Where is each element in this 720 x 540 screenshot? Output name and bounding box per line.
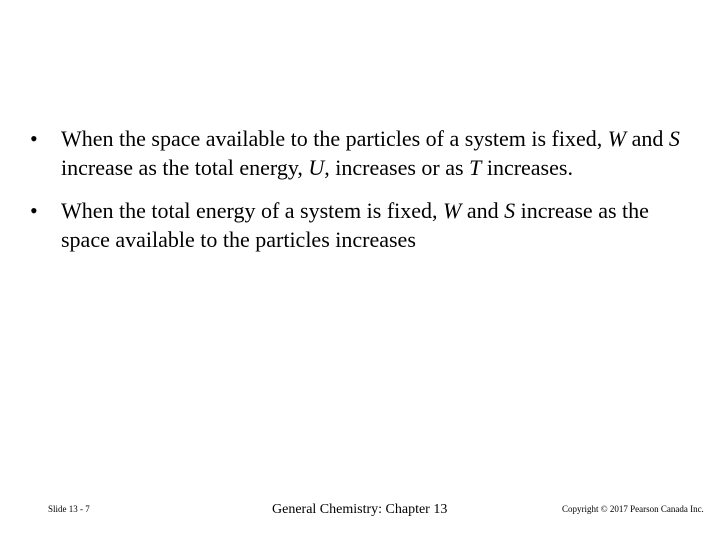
copyright-footer: Copyright © 2017 Pearson Canada Inc. <box>562 504 704 514</box>
bullet-text-segment: increases. <box>481 155 573 180</box>
bullet-text-segment: When the total energy of a system is fixed, <box>61 198 444 223</box>
bullet-text-segment: increase as the total energy, <box>61 155 309 180</box>
bullet-item <box>30 124 690 182</box>
bullet-text-segment: and <box>461 198 505 223</box>
bullet-text-segment-italic: U <box>308 155 325 180</box>
bullet-item <box>30 196 690 254</box>
bullet-text-segment: increase as the space available to the particles increases <box>61 198 649 252</box>
chapter-footer: General Chemistry: Chapter 13 <box>272 502 448 517</box>
bullet-text-segment-italic: S <box>668 126 680 151</box>
bullet-text-segment: and <box>626 126 669 151</box>
slide-number: Slide 13 - 7 <box>48 504 90 514</box>
bullet-list <box>30 124 690 268</box>
bullet-text-segment-italic: T <box>469 155 482 180</box>
bullet-marker: • <box>30 126 38 151</box>
bullet-marker: • <box>30 198 38 223</box>
bullet-text-segment-italic: S <box>504 198 516 223</box>
bullet-text-segment: , increases or as <box>324 155 470 180</box>
bullet-text-segment: When the space available to the particles of a system is fixed, <box>61 126 608 151</box>
bullet-text <box>61 198 649 252</box>
bullet-text <box>61 126 680 180</box>
bullet-text-segment-italic: W <box>443 198 462 223</box>
bullet-text-segment-italic: W <box>607 126 627 151</box>
